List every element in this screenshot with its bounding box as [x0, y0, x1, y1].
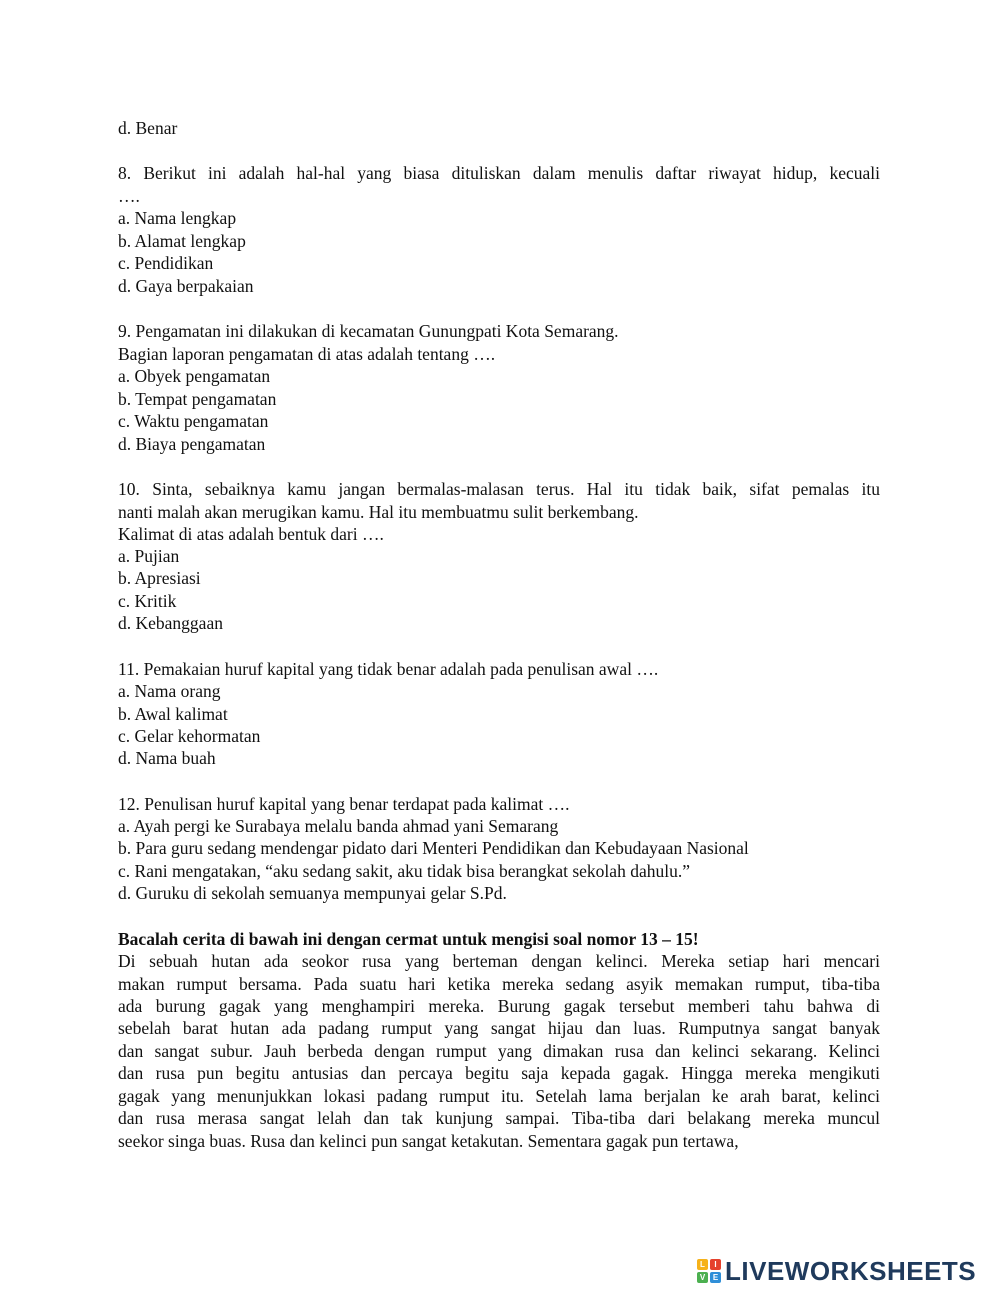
q9-question-line-2: Bagian laporan pengamatan di atas adalah tentang ….: [118, 344, 496, 364]
logo-mark-i: I: [710, 1259, 721, 1270]
q10-question-line-2: nanti malah akan merugikan kamu. Hal itu membuatmu sulit berkembang.: [118, 502, 639, 522]
q8-question-line-1: 8. Berikut ini adalah hal-hal yang biasa dituliskan dalam menulis daftar riwayat hidup, kecuali: [118, 163, 880, 183]
q11-option-c: c. Gelar kehormatan: [118, 726, 261, 746]
liveworksheets-logo-icon: [697, 1259, 721, 1283]
q11-option-a: a. Nama orang: [118, 681, 221, 701]
logo-mark-l: L: [697, 1259, 708, 1270]
q10-option-a: a. Pujian: [118, 546, 180, 566]
q11-option-b: b. Awal kalimat: [118, 704, 228, 724]
logo-mark-v: V: [697, 1272, 708, 1283]
q12-question-line-1: 12. Penulisan huruf kapital yang benar terdapat pada kalimat ….: [118, 794, 570, 814]
q12-option-c: c. Rani mengatakan, “aku sedang sakit, aku tidak bisa berangkat sekolah dahulu.”: [118, 861, 690, 881]
story-line-1: Di sebuah hutan ada seokor rusa yang berteman dengan kelinci. Mereka setiap hari mencari: [118, 951, 880, 971]
story-line-2: makan rumput bersama. Pada suatu hari ketika mereka sedang asyik memakan rumput, tiba-tiba: [118, 974, 880, 994]
q11-question-line-1: 11. Pemakaian huruf kapital yang tidak benar adalah pada penulisan awal ….: [118, 659, 659, 679]
q7-option-d: d. Benar: [118, 118, 178, 138]
q10-option-c: c. Kritik: [118, 591, 177, 611]
q10-option-b: b. Apresiasi: [118, 568, 201, 588]
q12-option-a: a. Ayah pergi ke Surabaya melalu banda ahmad yani Semarang: [118, 816, 559, 836]
q8-option-d: d. Gaya berpakaian: [118, 276, 254, 296]
q9-option-b: b. Tempat pengamatan: [118, 389, 277, 409]
logo-mark-e: E: [710, 1272, 721, 1283]
story-heading: Bacalah cerita di bawah ini dengan cermat untuk mengisi soal nomor 13 – 15!: [118, 929, 699, 949]
q8-question-line-2: ….: [118, 186, 140, 206]
liveworksheets-logo: [697, 1256, 976, 1286]
story-line-7: gagak yang menunjukkan lokasi padang rumput itu. Setelah lama berjalan ke arah barat, kelinci: [118, 1086, 880, 1106]
story-line-8: dan rusa merasa sangat lelah dan tak kunjung sampai. Tiba-tiba dari belakang mereka muncul: [118, 1108, 880, 1128]
q9-question-line-1: 9. Pengamatan ini dilakukan di kecamatan Gunungpati Kota Semarang.: [118, 321, 619, 341]
q9-option-d: d. Biaya pengamatan: [118, 434, 266, 454]
q12-option-d: d. Guruku di sekolah semuanya mempunyai gelar S.Pd.: [118, 883, 507, 903]
q8-option-b: b. Alamat lengkap: [118, 231, 246, 251]
q9-option-a: a. Obyek pengamatan: [118, 366, 271, 386]
story-line-3: ada burung gagak yang menghampiri mereka. Burung gagak tersebut memberi tahu bahwa di: [118, 996, 880, 1016]
q10-question-line-1: 10. Sinta, sebaiknya kamu jangan bermalas-malasan terus. Hal itu tidak baik, sifat pemalas itu: [118, 479, 880, 499]
story-line-5: dan sangat subur. Jauh berbeda dengan rumput yang dimakan rusa dan kelinci sekarang. Kelinci: [118, 1041, 880, 1061]
story-line-9: seekor singa buas. Rusa dan kelinci pun sangat ketakutan. Sementara gagak pun tertawa,: [118, 1131, 739, 1151]
story-line-4: sebelah barat hutan ada padang rumput yang sangat hijau dan luas. Rumputnya sangat banyak: [118, 1018, 880, 1038]
q12-option-b: b. Para guru sedang mendengar pidato dari Menteri Pendidikan dan Kebudayaan Nasional: [118, 838, 749, 858]
liveworksheets-logo-text: LIVEWORKSHEETS: [725, 1255, 977, 1286]
q11-option-d: d. Nama buah: [118, 748, 216, 768]
q8-option-a: a. Nama lengkap: [118, 208, 237, 228]
q10-option-d: d. Kebanggaan: [118, 613, 223, 633]
q10-question-line-3: Kalimat di atas adalah bentuk dari ….: [118, 524, 384, 544]
q9-option-c: c. Waktu pengamatan: [118, 411, 269, 431]
q8-option-c: c. Pendidikan: [118, 253, 214, 273]
story-line-6: dan rusa pun begitu antusias dan percaya begitu saja kepada gagak. Hingga mereka mengikuti: [118, 1063, 880, 1083]
